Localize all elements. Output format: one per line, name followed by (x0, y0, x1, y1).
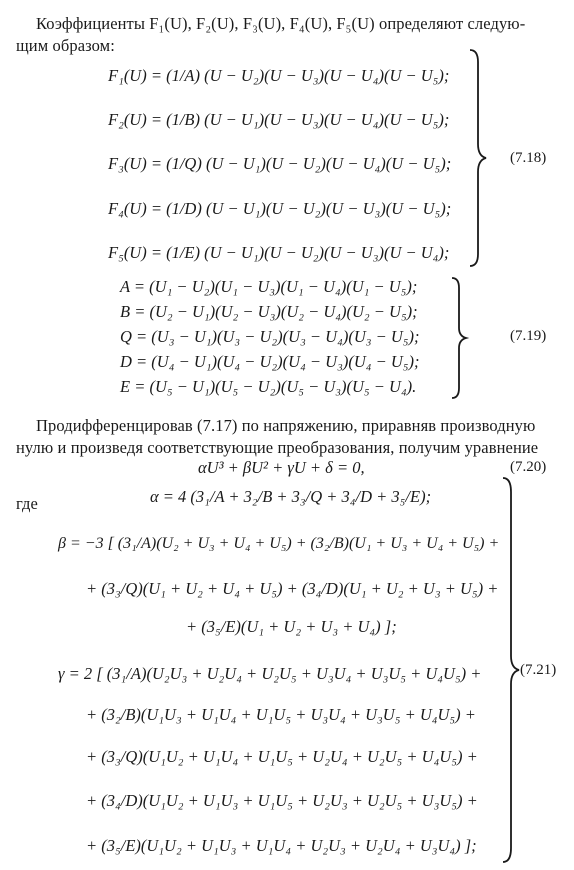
eq-7-21-gamma-2: + (3₂/B)(U₁U₃ + U₁U₄ + U₁U₅ + U₃U₄ + U₃U₅ + U₄U₅) + (86, 705, 476, 724)
eq-7-19-line-4: D = (U₄ − U₁)(U₄ − U₂)(U₄ − U₃)(U₄ − U₅); (120, 352, 420, 371)
eq-number-7-18: (7.18) (510, 150, 547, 166)
paragraph-2-line-2: нулю и произведя соответствующие преобразования, получим уравнение (16, 438, 539, 457)
paragraph-1-line-1: Коэффициенты F₁(U), F₂(U), F₃(U), F₄(U), F₅(U) определяют следую- (36, 14, 526, 33)
eq-7-21-beta-1: β = −3 [ (3₁/A)(U₂ + U₃ + U₄ + U₅) + (3₂/B)(U₁ + U₃ + U₄ + U₅) + (58, 535, 500, 552)
eq-7-20: αU³ + βU² + γU + δ = 0, (198, 458, 365, 477)
eq-7-18-line-4: F₄(U) = (1/D) (U − U₁)(U − U₂)(U − U₃)(U − U₅); (108, 199, 452, 218)
eq-7-19-line-2: B = (U₂ − U₁)(U₂ − U₃)(U₂ − U₄)(U₂ − U₅); (120, 302, 418, 321)
eq-7-18-line-3: F₃(U) = (1/Q) (U − U₁)(U − U₂)(U − U₄)(U − U₅); (108, 154, 452, 173)
eq-7-18-line-2: F₂(U) = (1/B) (U − U₁)(U − U₃)(U − U₄)(U − U₅); (108, 110, 450, 129)
right-brace-7-19 (448, 276, 470, 400)
eq-7-21-alpha: α = 4 (3₁/A + 3₂/B + 3₃/Q + 3₄/D + 3₅/E); (150, 487, 432, 506)
eq-7-18-line-1: F₁(U) = (1/A) (U − U₂)(U − U₃)(U − U₄)(U − U₅); (108, 66, 450, 85)
right-brace-7-18 (466, 48, 490, 268)
eq-7-21-beta-3: + (3₅/E)(U₁ + U₂ + U₃ + U₄) ]; (186, 617, 397, 636)
paragraph-1-line-2: щим образом: (16, 36, 115, 55)
eq-7-18-line-5: F₅(U) = (1/E) (U − U₁)(U − U₂)(U − U₃)(U − U₄); (108, 243, 450, 262)
eq-7-21-beta-2: + (3₃/Q)(U₁ + U₂ + U₄ + U₅) + (3₄/D)(U₁ + U₂ + U₃ + U₅) + (86, 579, 499, 598)
eq-7-21-gamma-4: + (3₄/D)(U₁U₂ + U₁U₃ + U₁U₅ + U₂U₃ + U₂U₅ + U₃U₅) + (86, 791, 478, 810)
eq-7-19-line-3: Q = (U₃ − U₁)(U₃ − U₂)(U₃ − U₄)(U₃ − U₅); (120, 327, 420, 346)
paragraph-2-line-1: Продифференцировав (7.17) по напряжению, приравняв производную (36, 416, 536, 435)
eq-number-7-21: (7.21) (520, 662, 557, 678)
eq-number-7-20: (7.20) (510, 459, 547, 475)
where-label: где (16, 494, 38, 513)
eq-7-21-gamma-5: + (3₅/E)(U₁U₂ + U₁U₃ + U₁U₄ + U₂U₃ + U₂U₄ + U₃U₄) ]; (86, 836, 477, 855)
eq-7-19-line-1: A = (U₁ − U₂)(U₁ − U₃)(U₁ − U₄)(U₁ − U₅); (120, 277, 418, 296)
eq-7-21-gamma-3: + (3₃/Q)(U₁U₂ + U₁U₄ + U₁U₅ + U₂U₄ + U₂U₅ + U₄U₅) + (86, 747, 478, 766)
right-brace-7-21 (500, 476, 522, 864)
eq-7-21-gamma-1: γ = 2 [ (3₁/A)(U₂U₃ + U₂U₄ + U₂U₅ + U₃U₄ + U₃U₅ + U₄U₅) + (58, 664, 482, 683)
eq-number-7-19: (7.19) (510, 328, 547, 344)
eq-7-19-line-5: E = (U₅ − U₁)(U₅ − U₂)(U₅ − U₃)(U₅ − U₄). (120, 377, 417, 396)
